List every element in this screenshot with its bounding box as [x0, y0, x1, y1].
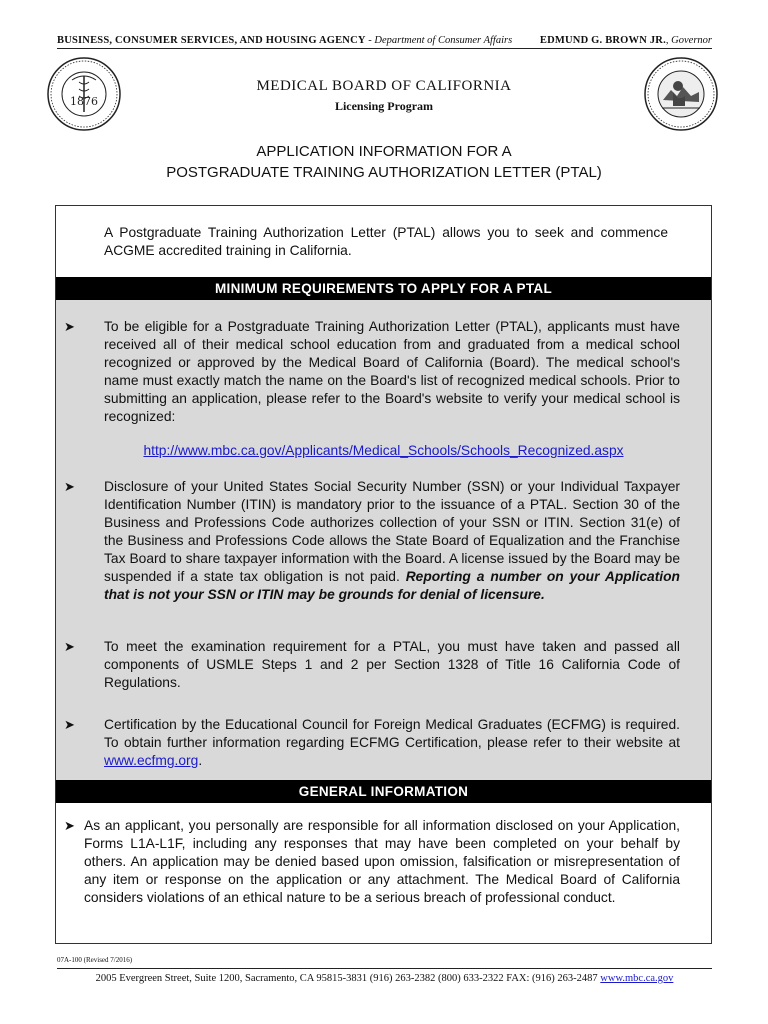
page-title-line-1: APPLICATION INFORMATION FOR A	[256, 143, 512, 160]
ssn-warning: Reporting a number on your Application that is not your SSN or ITIN may be grounds for denial of licensure.	[104, 569, 680, 602]
footer-website-link[interactable]: www.mbc.ca.gov	[600, 973, 674, 984]
bullet-arrow-icon: ➤	[64, 479, 75, 494]
requirements-section	[56, 300, 711, 780]
page-title-line-2: POSTGRADUATE TRAINING AUTHORIZATION LETTER (PTAL)	[166, 164, 602, 181]
ssn-text: Disclosure of your United States Social Security Number (SSN) or your Individual Taxpayer Identification Number (ITIN) is mandatory prior to the issuance of a PTAL. Section 30 of the Business and Professions Code authorizes collection of your SSN or ITIN. Section 31(e) of the Business and Professions Code allows the State Board of Equalization and the Franchise Tax Board to share taxpayer information with the Board. A license issued by the Board may be suspended if a state tax obligation is not paid.	[104, 479, 680, 584]
agency-header	[57, 35, 712, 49]
footer	[57, 968, 712, 984]
department-name: Department of Consumer Affairs	[374, 35, 513, 46]
recognized-schools-link-row	[56, 442, 711, 460]
general-info-paragraph: As an applicant, you personally are responsible for all information disclosed on your Application, Forms L1A-L1F, including any responses that may have been completed on your behalf by others. An application may be denied based upon omission, falsification or misrepresentation of any item or response on the application or any attachment. The Medical Board of California considers violations of an ethical nature to be a serious breach of professional conduct.	[84, 818, 680, 905]
ecfmg-link[interactable]: www.ecfmg.org	[104, 753, 199, 768]
requirement-item-ssn	[104, 478, 680, 604]
requirement-item-usmle: To meet the examination requirement for a PTAL, you must have taken and passed all components of USMLE Steps 1 and 2 per Section 1328 of Title 16 California Code of Regulations.	[104, 639, 680, 690]
recognized-schools-link[interactable]: http://www.mbc.ca.gov/Applicants/Medical_Schools/Schools_Recognized.aspx	[143, 443, 624, 458]
intro-paragraph: A Postgraduate Training Authorization Letter (PTAL) allows you to seek and commence ACGME accredited training in California.	[104, 225, 668, 258]
bullet-arrow-icon: ➤	[64, 639, 75, 654]
requirement-item-ecfmg	[104, 716, 680, 770]
bullet-arrow-icon: ➤	[64, 717, 75, 732]
general-info-heading: GENERAL INFORMATION	[56, 780, 711, 803]
footer-address: 2005 Evergreen Street, Suite 1200, Sacramento, CA 95815-3831 (916) 263-2382 (800) 633-2322 FAX: (916) 263-2487	[95, 973, 598, 984]
governor-title: Governor	[671, 35, 712, 46]
agency-name: BUSINESS, CONSUMER SERVICES, AND HOUSING AGENCY	[57, 35, 366, 46]
governor-line: EDMUND G. BROWN JR., Governor	[539, 35, 712, 46]
bullet-arrow-icon: ➤	[64, 818, 75, 833]
board-program: Licensing Program	[334, 99, 434, 113]
board-name: MEDICAL BOARD OF CALIFORNIA	[256, 78, 512, 94]
agency-line: BUSINESS, CONSUMER SERVICES, AND HOUSING AGENCY - Department of Consumer Affairs	[57, 35, 513, 46]
content-panel	[55, 205, 712, 944]
ecfmg-text: Certification by the Educational Council for Foreign Medical Graduates (ECFMG) is required. To obtain further information regarding ECFMG Certification, please refer to their website at	[104, 717, 680, 750]
ecfmg-period: .	[198, 753, 203, 768]
seal-year: 1876	[70, 95, 98, 108]
requirements-heading: MINIMUM REQUIREMENTS TO APPLY FOR A PTAL	[56, 277, 711, 300]
form-code: 07A-100 (Revised 7/2016)	[57, 956, 133, 964]
bullet-arrow-icon: ➤	[64, 319, 75, 334]
governor-name: EDMUND G. BROWN JR.	[539, 35, 666, 46]
requirement-item-school: To be eligible for a Postgraduate Training Authorization Letter (PTAL), applicants must have received all of their medical school education from and graduated from a medical school recognized or approved by the Medical Board of California (Board). The medical school's name must exactly match the name on the Board's list of recognized medical schools. Prior to submitting an application, please refer to the Board's website to verify your medical school is recognized:	[104, 319, 680, 424]
